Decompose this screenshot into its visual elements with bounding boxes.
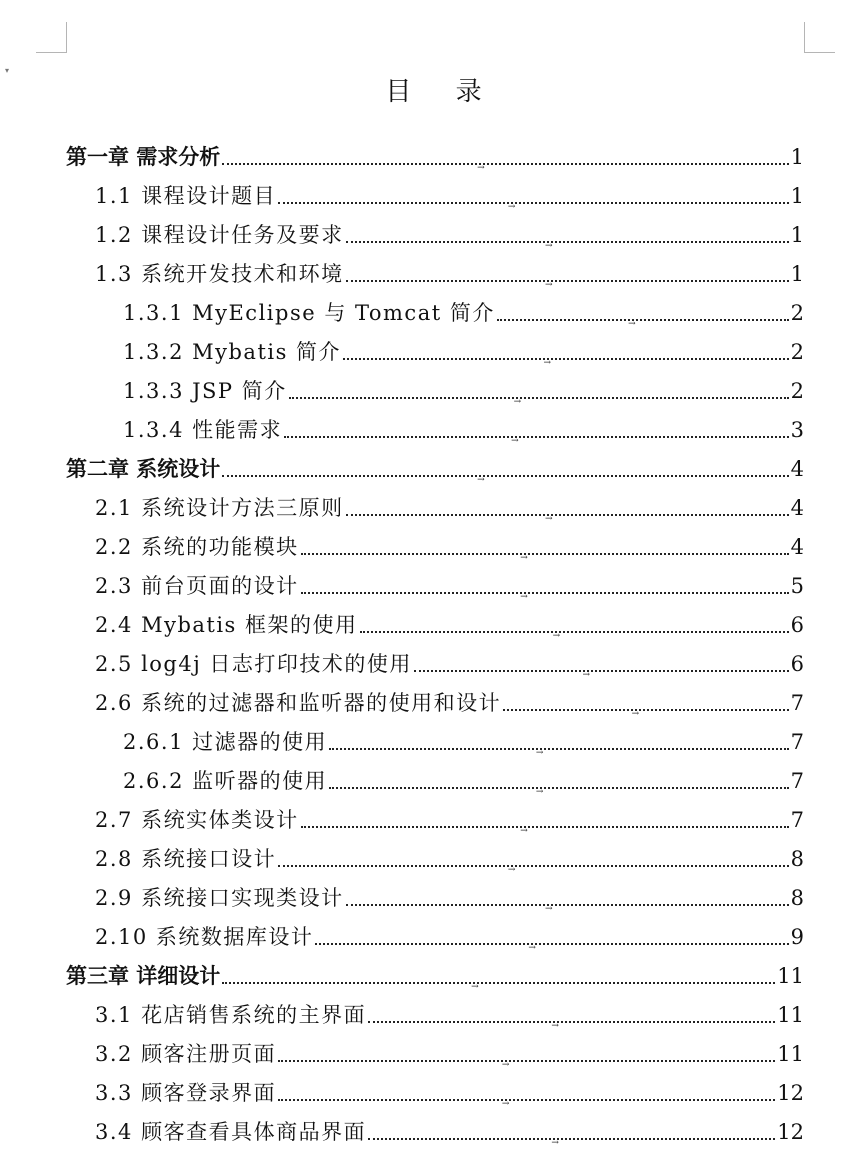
toc-entry[interactable] [95, 600, 804, 639]
toc-entry[interactable] [66, 951, 804, 990]
toc-entry-page-number: 4 [790, 535, 804, 559]
toc-entry-label: 1.2 课程设计任务及要求 [95, 223, 344, 247]
dot-leader [343, 357, 789, 368]
toc-entry-page-number: 7 [790, 691, 804, 715]
toc-entry-label: 1.1 课程设计题目 [95, 184, 277, 208]
toc-entry-page-number: 8 [790, 847, 804, 871]
dot-leader [368, 1020, 775, 1031]
crop-mark-top-left [36, 22, 67, 53]
tab-arrow-icon: → [551, 1138, 559, 1148]
tab-arrow-icon: → [535, 787, 544, 797]
tab-arrow-icon: → [501, 1099, 510, 1109]
toc-entry-label: 第三章 详细设计 [66, 964, 221, 988]
toc-entry[interactable] [95, 249, 804, 288]
tab-arrow-icon: → [544, 280, 553, 290]
tab-arrow-icon: → [552, 631, 561, 641]
dot-leader [346, 513, 789, 524]
dot-leader [414, 669, 789, 680]
toc-entry-label: 2.9 系统接口实现类设计 [95, 886, 344, 910]
toc-entry[interactable] [95, 834, 804, 873]
toc-entry-page-number: 11 [777, 1003, 804, 1027]
dot-leader [222, 981, 775, 992]
toc-entry-page-number: 6 [790, 613, 804, 637]
toc-entry-page-number: 1 [790, 184, 804, 208]
toc-entry-page-number: 1 [790, 223, 804, 247]
toc-entry[interactable] [95, 1107, 804, 1146]
toc-entry-label: 2.10 系统数据库设计 [95, 925, 314, 949]
toc-entry[interactable] [95, 873, 804, 912]
toc-entry-page-number: 2 [790, 301, 804, 325]
dot-leader [315, 942, 788, 953]
toc-entry-page-number: 4 [790, 457, 804, 481]
dot-leader [497, 318, 789, 329]
tab-arrow-icon: → [507, 202, 516, 212]
tab-arrow-icon: → [528, 943, 536, 953]
toc-entry-label: 3.3 顾客登录界面 [95, 1081, 277, 1105]
toc-entry-label: 第二章 系统设计 [66, 457, 221, 481]
toc-entry-page-number: 3 [790, 418, 804, 442]
toc-entry[interactable] [66, 132, 804, 171]
toc-entry[interactable] [95, 795, 804, 834]
dot-leader [329, 747, 789, 758]
dot-leader [278, 864, 789, 875]
dot-leader [301, 552, 789, 563]
toc-entry[interactable] [123, 756, 804, 795]
toc-entry-page-number: 11 [777, 964, 804, 988]
toc-entry-label: 第一章 需求分析 [66, 145, 221, 169]
toc-entry-page-number: 7 [790, 808, 804, 832]
tab-arrow-icon: → [551, 1021, 559, 1031]
toc-entry-page-number: 6 [790, 652, 804, 676]
toc-entry[interactable] [95, 1068, 804, 1107]
dot-leader [346, 279, 789, 290]
dot-leader [301, 825, 789, 836]
toc-entry-label: 2.4 Mybatis 框架的使用 [95, 613, 358, 637]
toc-entry[interactable] [95, 990, 804, 1029]
toc-entry-page-number: 5 [790, 574, 804, 598]
toc-entry[interactable] [95, 210, 804, 249]
toc-entry[interactable] [95, 912, 804, 951]
toc-entry-page-number: 7 [790, 730, 804, 754]
toc-entry-label: 1.3.1 MyEclipse 与 Tomcat 简介 [123, 301, 495, 325]
toc-entry[interactable] [66, 444, 804, 483]
dot-leader [222, 162, 788, 173]
dot-leader [301, 591, 789, 602]
tab-arrow-icon: → [535, 748, 544, 758]
toc-entry[interactable] [123, 366, 804, 405]
tab-arrow-icon: → [544, 514, 553, 524]
tab-arrow-icon: → [544, 904, 553, 914]
toc-entry[interactable] [95, 639, 804, 678]
dot-leader [278, 1098, 775, 1109]
tab-arrow-icon: → [471, 982, 479, 992]
toc-entry-page-number: 12 [777, 1081, 804, 1105]
tab-arrow-icon: → [544, 241, 553, 251]
toc-entry-label: 1.3.4 性能需求 [123, 418, 283, 442]
toc-entry-label: 3.4 顾客查看具体商品界面 [95, 1120, 367, 1144]
toc-entry[interactable] [95, 678, 804, 717]
toc-title: 目 录 [385, 77, 500, 108]
toc-entry-label: 2.6.1 过滤器的使用 [123, 730, 328, 754]
toc-entry[interactable] [95, 171, 804, 210]
tab-arrow-icon: → [477, 163, 485, 173]
dot-leader [329, 786, 789, 797]
dot-leader [346, 240, 789, 251]
toc-entry-page-number: 2 [790, 379, 804, 403]
tab-arrow-icon: → [507, 865, 516, 875]
toc-entry-page-number: 9 [790, 925, 804, 949]
toc-entry[interactable] [123, 288, 804, 327]
crop-mark-top-right [804, 22, 835, 53]
dot-leader [278, 201, 789, 212]
dot-leader [222, 474, 788, 485]
tab-arrow-icon: → [520, 592, 528, 602]
toc-entry[interactable] [95, 1029, 804, 1068]
tab-arrow-icon: → [631, 709, 640, 719]
toc-entry-page-number: 1 [790, 145, 804, 169]
toc-entry-label: 3.2 顾客注册页面 [95, 1042, 277, 1066]
dot-leader [360, 630, 789, 641]
toc-entry-page-number: 4 [790, 496, 804, 520]
tab-arrow-icon: → [520, 553, 528, 563]
toc-entry-label: 2.2 系统的功能模块 [95, 535, 299, 559]
toc-entry[interactable] [95, 483, 804, 522]
toc-entry-label: 2.7 系统实体类设计 [95, 808, 299, 832]
toc-entry[interactable] [123, 405, 804, 444]
tab-arrow-icon: → [628, 319, 636, 329]
tab-arrow-icon: → [513, 397, 522, 407]
toc-entry-page-number: 11 [777, 1042, 804, 1066]
toc-entry[interactable] [123, 717, 804, 756]
toc-entry-page-number: 12 [777, 1120, 804, 1144]
tab-arrow-icon: → [501, 1060, 510, 1070]
dot-leader [368, 1137, 775, 1148]
dot-leader [284, 435, 789, 446]
toc-entry-label: 2.6 系统的过滤器和监听器的使用和设计 [95, 691, 502, 715]
toc-entry-label: 1.3 系统开发技术和环境 [95, 262, 344, 286]
tab-arrow-icon: → [543, 358, 552, 368]
toc-entry-label: 2.1 系统设计方法三原则 [95, 496, 344, 520]
toc-entry-page-number: 7 [790, 769, 804, 793]
tab-arrow-icon: → [511, 436, 519, 446]
dot-leader [289, 396, 789, 407]
toc-entry-label: 2.5 log4j 日志打印技术的使用 [95, 652, 412, 676]
toc-entry-label: 3.1 花店销售系统的主界面 [95, 1003, 367, 1027]
tab-arrow-icon: → [582, 670, 591, 680]
toc-entry-label: 2.8 系统接口设计 [95, 847, 277, 871]
toc-entry[interactable] [95, 522, 804, 561]
tab-arrow-icon: → [520, 826, 528, 836]
toc-entry-page-number: 8 [790, 886, 804, 910]
dot-leader [278, 1059, 775, 1070]
dot-leader [346, 903, 789, 914]
margin-marker-icon: ▾ [5, 66, 10, 75]
toc-entry-label: 2.3 前台页面的设计 [95, 574, 299, 598]
tab-arrow-icon: → [477, 475, 485, 485]
toc-entry-label: 2.6.2 监听器的使用 [123, 769, 328, 793]
toc-entry[interactable] [95, 561, 804, 600]
toc-entry-label: 1.3.3 JSP 简介 [123, 379, 287, 403]
dot-leader [503, 708, 789, 719]
toc-entry-page-number: 1 [790, 262, 804, 286]
toc-entry[interactable] [123, 327, 804, 366]
toc-entry-page-number: 2 [790, 340, 804, 364]
toc-entry-label: 1.3.2 Mybatis 简介 [123, 340, 342, 364]
